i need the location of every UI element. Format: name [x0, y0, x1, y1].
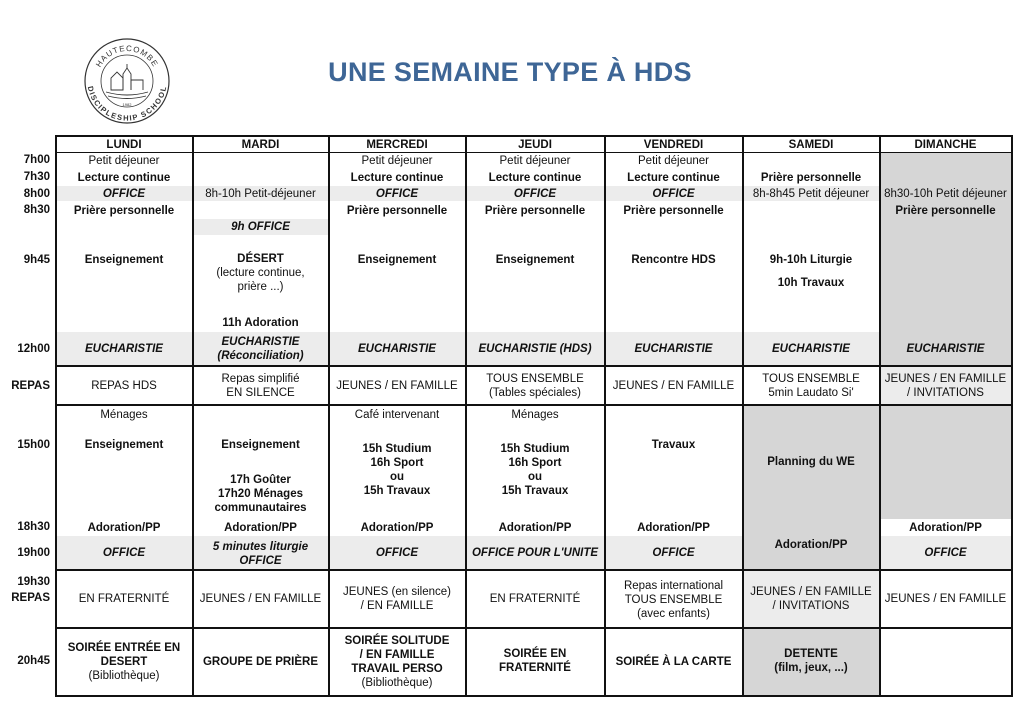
- vendredi-adoration: Adoration/PP: [637, 522, 710, 534]
- vendredi-repas-international: [605, 576, 742, 624]
- mardi-desert-line2: (lecture continue,: [216, 267, 305, 279]
- mardi-gouter-menages: [193, 470, 328, 518]
- mardi-reconciliation: (Réconciliation): [217, 349, 304, 362]
- mardi-liturgie-office: [193, 538, 328, 569]
- mercredi-silence: [329, 583, 465, 615]
- mardi-gouter: 17h Goûter: [230, 474, 291, 486]
- mardi-eucharistie-title: EUCHARISTIE: [221, 335, 300, 348]
- mercredi-adoration: Adoration/PP: [360, 522, 434, 534]
- jeudi-soiree: [466, 645, 604, 677]
- dimanche-office-soir: OFFICE: [924, 547, 967, 559]
- time-7h00: 7h00: [23, 154, 50, 166]
- time-8h00: 8h00: [23, 188, 50, 200]
- logo-arc-bottom: DISCIPLESHIP SCHOOL: [85, 85, 169, 123]
- samedi-detente-line2: (film, jeux, ...): [774, 662, 848, 674]
- time-18h30: 18h30: [17, 521, 50, 533]
- samedi-planning: Planning du WE: [767, 456, 855, 468]
- vendredi-intl-line3: (avec enfants): [637, 608, 710, 620]
- mercredi-activites: [329, 437, 465, 503]
- header-mercredi: MERCREDI: [366, 138, 428, 151]
- vendredi-petit-dejeuner: Petit déjeuner: [638, 155, 709, 167]
- lundi-soiree-line1: SOIRÉE ENTRÉE EN: [67, 642, 181, 654]
- mercredi-sport: 16h Sport: [370, 457, 424, 469]
- mercredi-silence-line1: JEUNES (en silence): [342, 586, 451, 598]
- samedi-detente: [743, 645, 879, 677]
- abbey-drawing-icon: [106, 64, 148, 99]
- lundi-enseignement: Enseignement: [84, 254, 164, 266]
- time-15h00: 15h00: [17, 439, 50, 451]
- time-19h00: 19h00: [17, 547, 50, 559]
- header-mardi: MARDI: [241, 138, 280, 151]
- time-9h45: 9h45: [23, 254, 50, 266]
- dimanche-repas-line2: / INVITATIONS: [907, 387, 984, 399]
- page-title: UNE SEMAINE TYPE À HDS: [328, 57, 692, 87]
- jeudi-office: OFFICE: [513, 188, 557, 200]
- header-lundi: LUNDI: [106, 138, 142, 151]
- lundi-priere: Prière personnelle: [73, 205, 175, 217]
- header-vendredi: VENDREDI: [643, 138, 704, 151]
- samedi-adoration: Adoration/PP: [774, 539, 848, 551]
- samedi-repas-line2: 5min Laudato Si': [768, 387, 854, 399]
- samedi-famille-line1: JEUNES / EN FAMILLE: [750, 586, 872, 598]
- jeudi-soiree-line1: SOIRÉE EN: [503, 648, 567, 660]
- lundi-office: OFFICE: [102, 188, 146, 200]
- dimanche-eucharistie: EUCHARISTIE: [906, 343, 985, 355]
- mercredi-repas: JEUNES / EN FAMILLE: [336, 380, 458, 392]
- jeudi-menages: Ménages: [511, 409, 559, 421]
- time-repas: REPAS: [11, 380, 50, 392]
- jeudi-repas-line1: TOUS ENSEMBLE: [486, 373, 584, 385]
- mardi-repas-line1: Repas simplifié: [221, 373, 300, 385]
- mardi-liturgie: 5 minutes liturgie: [212, 540, 309, 553]
- jeudi-enseignement: Enseignement: [495, 254, 575, 266]
- vendredi-priere: Prière personnelle: [623, 205, 724, 217]
- lundi-soiree-line2: DESERT: [100, 656, 148, 668]
- vendredi-travaux: Travaux: [651, 439, 696, 451]
- mardi-desert: [193, 252, 328, 300]
- lundi-fraternite: EN FRATERNITÉ: [78, 593, 170, 605]
- lundi-enseignement-pm: Enseignement: [84, 439, 164, 451]
- mercredi-soiree-line1: SOIRÉE SOLITUDE: [344, 635, 450, 647]
- grid-line: [55, 404, 1013, 406]
- jeudi-travaux: 15h Travaux: [501, 485, 569, 497]
- vendredi-soiree: SOIRÉE À LA CARTE: [615, 656, 732, 668]
- jeudi-office-unite: OFFICE POUR L'UNITE: [471, 547, 599, 559]
- lundi-soiree: [56, 638, 192, 686]
- dimanche-afternoon-shade: [880, 405, 1012, 519]
- lundi-lecture: Lecture continue: [77, 172, 171, 184]
- hautecombe-logo: [84, 38, 170, 124]
- samedi-repas: [743, 370, 879, 402]
- mardi-repas-line2: EN SILENCE: [226, 387, 295, 399]
- mardi-eucharistie: [193, 333, 328, 364]
- mardi-adoration: Adoration/PP: [224, 522, 297, 534]
- samedi-petit-dejeuner: 8h-8h45 Petit déjeuner: [752, 188, 870, 200]
- jeudi-repas-line2: (Tables spéciales): [488, 387, 582, 399]
- mardi-adoration-11h: 11h Adoration: [222, 317, 299, 329]
- mercredi-eucharistie: EUCHARISTIE: [358, 343, 436, 355]
- mercredi-ou: ou: [389, 471, 405, 483]
- lundi-repas: REPAS HDS: [91, 380, 157, 392]
- grid-line: [55, 695, 1013, 697]
- lundi-menages: Ménages: [100, 409, 148, 421]
- grid-line: [55, 569, 1013, 571]
- jeudi-activites: [466, 437, 604, 503]
- time-20h45: 20h45: [17, 655, 50, 667]
- time-12h00: 12h00: [17, 343, 50, 355]
- header-jeudi: JEUDI: [518, 138, 552, 151]
- vendredi-intl-line2: TOUS ENSEMBLE: [624, 594, 723, 606]
- mardi-menages: 17h20 Ménages: [217, 488, 303, 500]
- time-repas-soir: REPAS: [11, 592, 50, 604]
- jeudi-ou: ou: [527, 471, 543, 483]
- header-samedi: SAMEDI: [788, 138, 834, 151]
- jeudi-lecture: Lecture continue: [488, 172, 582, 184]
- lundi-eucharistie: EUCHARISTIE: [85, 343, 163, 355]
- mardi-famille: JEUNES / EN FAMILLE: [199, 593, 322, 605]
- dimanche-priere: Prière personnelle: [895, 205, 996, 217]
- dimanche-petit-dejeuner: 8h30-10h Petit déjeuner: [884, 188, 1007, 200]
- mercredi-enseignement: Enseignement: [357, 254, 437, 266]
- mercredi-soiree-line3: TRAVAIL PERSO: [351, 663, 443, 675]
- grid-line: [55, 627, 1013, 629]
- vendredi-rencontre: Rencontre HDS: [631, 254, 716, 266]
- mercredi-office: OFFICE: [375, 188, 419, 200]
- mardi-desert-line3: prière ...): [237, 281, 284, 293]
- samedi-famille-line2: / INVITATIONS: [772, 600, 850, 612]
- mercredi-soiree: [329, 630, 465, 694]
- logo-arc-top: HAUTECOMBE: [94, 43, 160, 69]
- dimanche-famille: JEUNES / EN FAMILLE: [884, 593, 1007, 605]
- vendredi-repas: JEUNES / EN FAMILLE: [612, 380, 735, 392]
- jeudi-soiree-line2: FRATERNITÉ: [499, 662, 571, 674]
- samedi-famille: [743, 583, 879, 615]
- jeudi-adoration: Adoration/PP: [498, 522, 572, 534]
- mercredi-studium: 15h Studium: [362, 443, 432, 455]
- vendredi-lecture: Lecture continue: [627, 172, 720, 184]
- jeudi-sport: 16h Sport: [508, 457, 562, 469]
- samedi-detente-line1: DETENTE: [784, 648, 838, 660]
- dimanche-morning-shade: [880, 153, 1012, 365]
- jeudi-repas: [466, 370, 604, 402]
- samedi-repas-line1: TOUS ENSEMBLE: [762, 373, 860, 385]
- mercredi-lecture: Lecture continue: [350, 172, 444, 184]
- mercredi-petit-dejeuner: Petit déjeuner: [361, 155, 433, 167]
- dimanche-adoration: Adoration/PP: [909, 522, 982, 534]
- mardi-communautaires: communautaires: [214, 502, 307, 514]
- jeudi-priere: Prière personnelle: [484, 205, 586, 217]
- samedi-priere: Prière personnelle: [760, 172, 862, 184]
- dimanche-repas: [880, 370, 1011, 402]
- jeudi-fraternite: EN FRATERNITÉ: [489, 593, 581, 605]
- mercredi-soiree-line4: (Bibliothèque): [361, 677, 433, 689]
- mardi-office-soir: OFFICE: [239, 554, 282, 567]
- dimanche-repas-line1: JEUNES / EN FAMILLE: [884, 373, 1007, 385]
- mercredi-travaux: 15h Travaux: [363, 485, 431, 497]
- mercredi-soiree-line2: / EN FAMILLE: [359, 649, 435, 661]
- mercredi-silence-line2: / EN FAMILLE: [360, 600, 434, 612]
- samedi-travaux: 10h Travaux: [777, 277, 845, 289]
- vendredi-office: OFFICE: [652, 188, 695, 200]
- mardi-desert-title: DÉSERT: [237, 253, 284, 265]
- mardi-office: 9h OFFICE: [231, 221, 290, 233]
- header-dimanche: DIMANCHE: [914, 138, 977, 151]
- time-8h30: 8h30: [23, 204, 50, 216]
- vendredi-eucharistie: EUCHARISTIE: [634, 343, 713, 355]
- grid-line: [1011, 135, 1013, 697]
- mercredi-priere: Prière personnelle: [346, 205, 448, 217]
- logo-year: 1982: [122, 102, 132, 107]
- vendredi-intl-line1: Repas international: [623, 580, 724, 592]
- mercredi-cafe: Café intervenant: [354, 409, 440, 421]
- lundi-adoration: Adoration/PP: [87, 522, 161, 534]
- mardi-petit-dejeuner: 8h-10h Petit-déjeuner: [205, 188, 316, 200]
- mardi-repas: [193, 370, 328, 402]
- time-19h30: 19h30: [17, 576, 50, 588]
- lundi-soiree-line3: (Bibliothèque): [88, 670, 160, 682]
- grid-line: [55, 365, 1013, 367]
- lundi-petit-dejeuner: Petit déjeuner: [88, 155, 160, 167]
- grid-line: [879, 135, 881, 697]
- jeudi-eucharistie: EUCHARISTIE (HDS): [478, 343, 592, 355]
- samedi-liturgie: 9h-10h Liturgie: [769, 254, 853, 266]
- vendredi-office-soir: OFFICE: [652, 547, 695, 559]
- samedi-eucharistie: EUCHARISTIE: [772, 343, 850, 355]
- mercredi-office-soir: OFFICE: [375, 547, 419, 559]
- jeudi-petit-dejeuner: Petit déjeuner: [499, 155, 571, 167]
- time-7h30: 7h30: [23, 171, 50, 183]
- jeudi-studium: 15h Studium: [500, 443, 570, 455]
- mardi-groupe-priere: GROUPE DE PRIÈRE: [202, 656, 319, 668]
- mardi-enseignement: Enseignement: [221, 439, 300, 451]
- lundi-office-soir: OFFICE: [102, 547, 146, 559]
